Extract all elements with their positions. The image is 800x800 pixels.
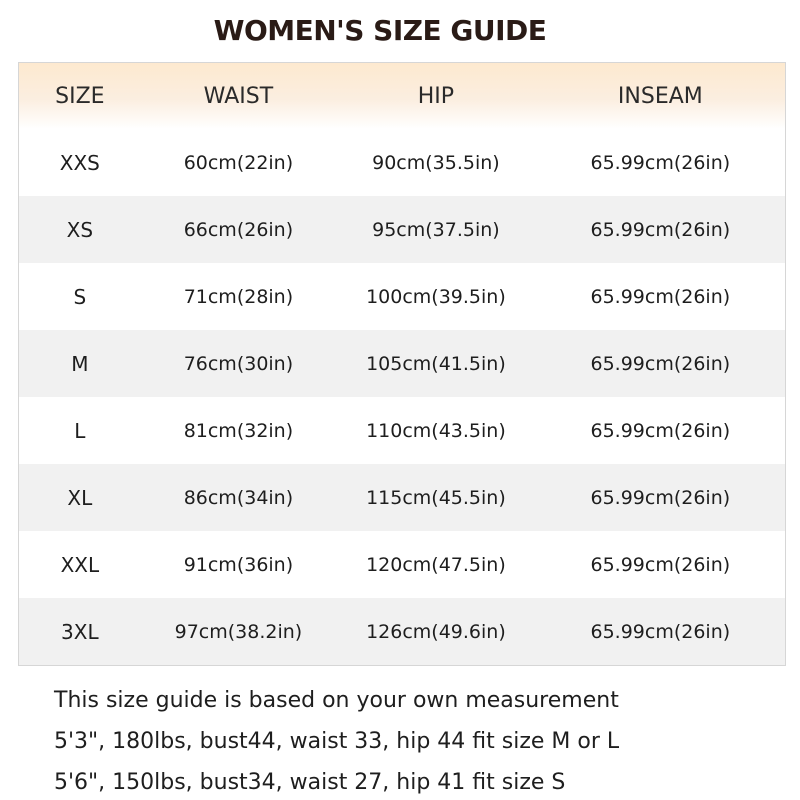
page-title: WOMEN'S SIZE GUIDE: [213, 14, 547, 47]
hip-cell: 115cm(45.5in): [366, 486, 506, 509]
size-cell: M: [71, 351, 89, 376]
waist-cell: 76cm(30in): [183, 352, 294, 375]
table-row: [19, 196, 785, 263]
waist-cell: 81cm(32in): [183, 419, 294, 442]
size-cell: S: [73, 284, 87, 309]
hip-cell: 110cm(43.5in): [366, 419, 506, 442]
waist-cell: 97cm(38.2in): [174, 620, 303, 643]
header-size: SIZE: [55, 83, 105, 109]
inseam-cell: 65.99cm(26in): [590, 620, 731, 643]
table-row: [19, 330, 785, 397]
inseam-cell: 65.99cm(26in): [590, 218, 731, 241]
inseam-cell: 65.99cm(26in): [590, 352, 731, 375]
size-cell: L: [74, 418, 86, 443]
header-hip: HIP: [417, 83, 455, 109]
inseam-cell: 65.99cm(26in): [590, 486, 731, 509]
table-row: [19, 598, 785, 665]
size-cell: XS: [66, 217, 94, 242]
note-fit-example-1: 5'3", 180lbs, bust44, waist 33, hip 44 fit size M or L: [54, 729, 620, 754]
table-row: [19, 531, 785, 598]
fit-notes: [54, 680, 784, 800]
waist-cell: 66cm(26in): [183, 218, 294, 241]
inseam-cell: 65.99cm(26in): [590, 419, 731, 442]
table-header-row: [19, 63, 785, 129]
waist-cell: 71cm(28in): [183, 285, 294, 308]
hip-cell: 100cm(39.5in): [366, 285, 506, 308]
size-cell: XL: [67, 485, 93, 510]
waist-cell: 91cm(36in): [183, 553, 294, 576]
header-inseam: INSEAM: [617, 83, 703, 109]
header-waist: WAIST: [203, 83, 274, 109]
inseam-cell: 65.99cm(26in): [590, 285, 731, 308]
hip-cell: 90cm(35.5in): [372, 151, 500, 174]
hip-cell: 120cm(47.5in): [366, 553, 506, 576]
table-row: [19, 263, 785, 330]
table-row: [19, 464, 785, 531]
size-table: [18, 62, 786, 666]
size-cell: XXS: [59, 150, 100, 175]
hip-cell: 95cm(37.5in): [372, 218, 500, 241]
table-row: [19, 397, 785, 464]
hip-cell: 105cm(41.5in): [366, 352, 506, 375]
waist-cell: 86cm(34in): [183, 486, 294, 509]
size-cell: XXL: [60, 552, 100, 577]
note-measurement: This size guide is based on your own measurement: [54, 688, 619, 713]
waist-cell: 60cm(22in): [183, 151, 294, 174]
note-fit-example-2: 5'6", 150lbs, bust34, waist 27, hip 41 fit size S: [54, 770, 566, 795]
table-row: [19, 129, 785, 196]
inseam-cell: 65.99cm(26in): [590, 553, 731, 576]
hip-cell: 126cm(49.6in): [366, 620, 506, 643]
size-cell: 3XL: [61, 619, 99, 644]
inseam-cell: 65.99cm(26in): [590, 151, 731, 174]
